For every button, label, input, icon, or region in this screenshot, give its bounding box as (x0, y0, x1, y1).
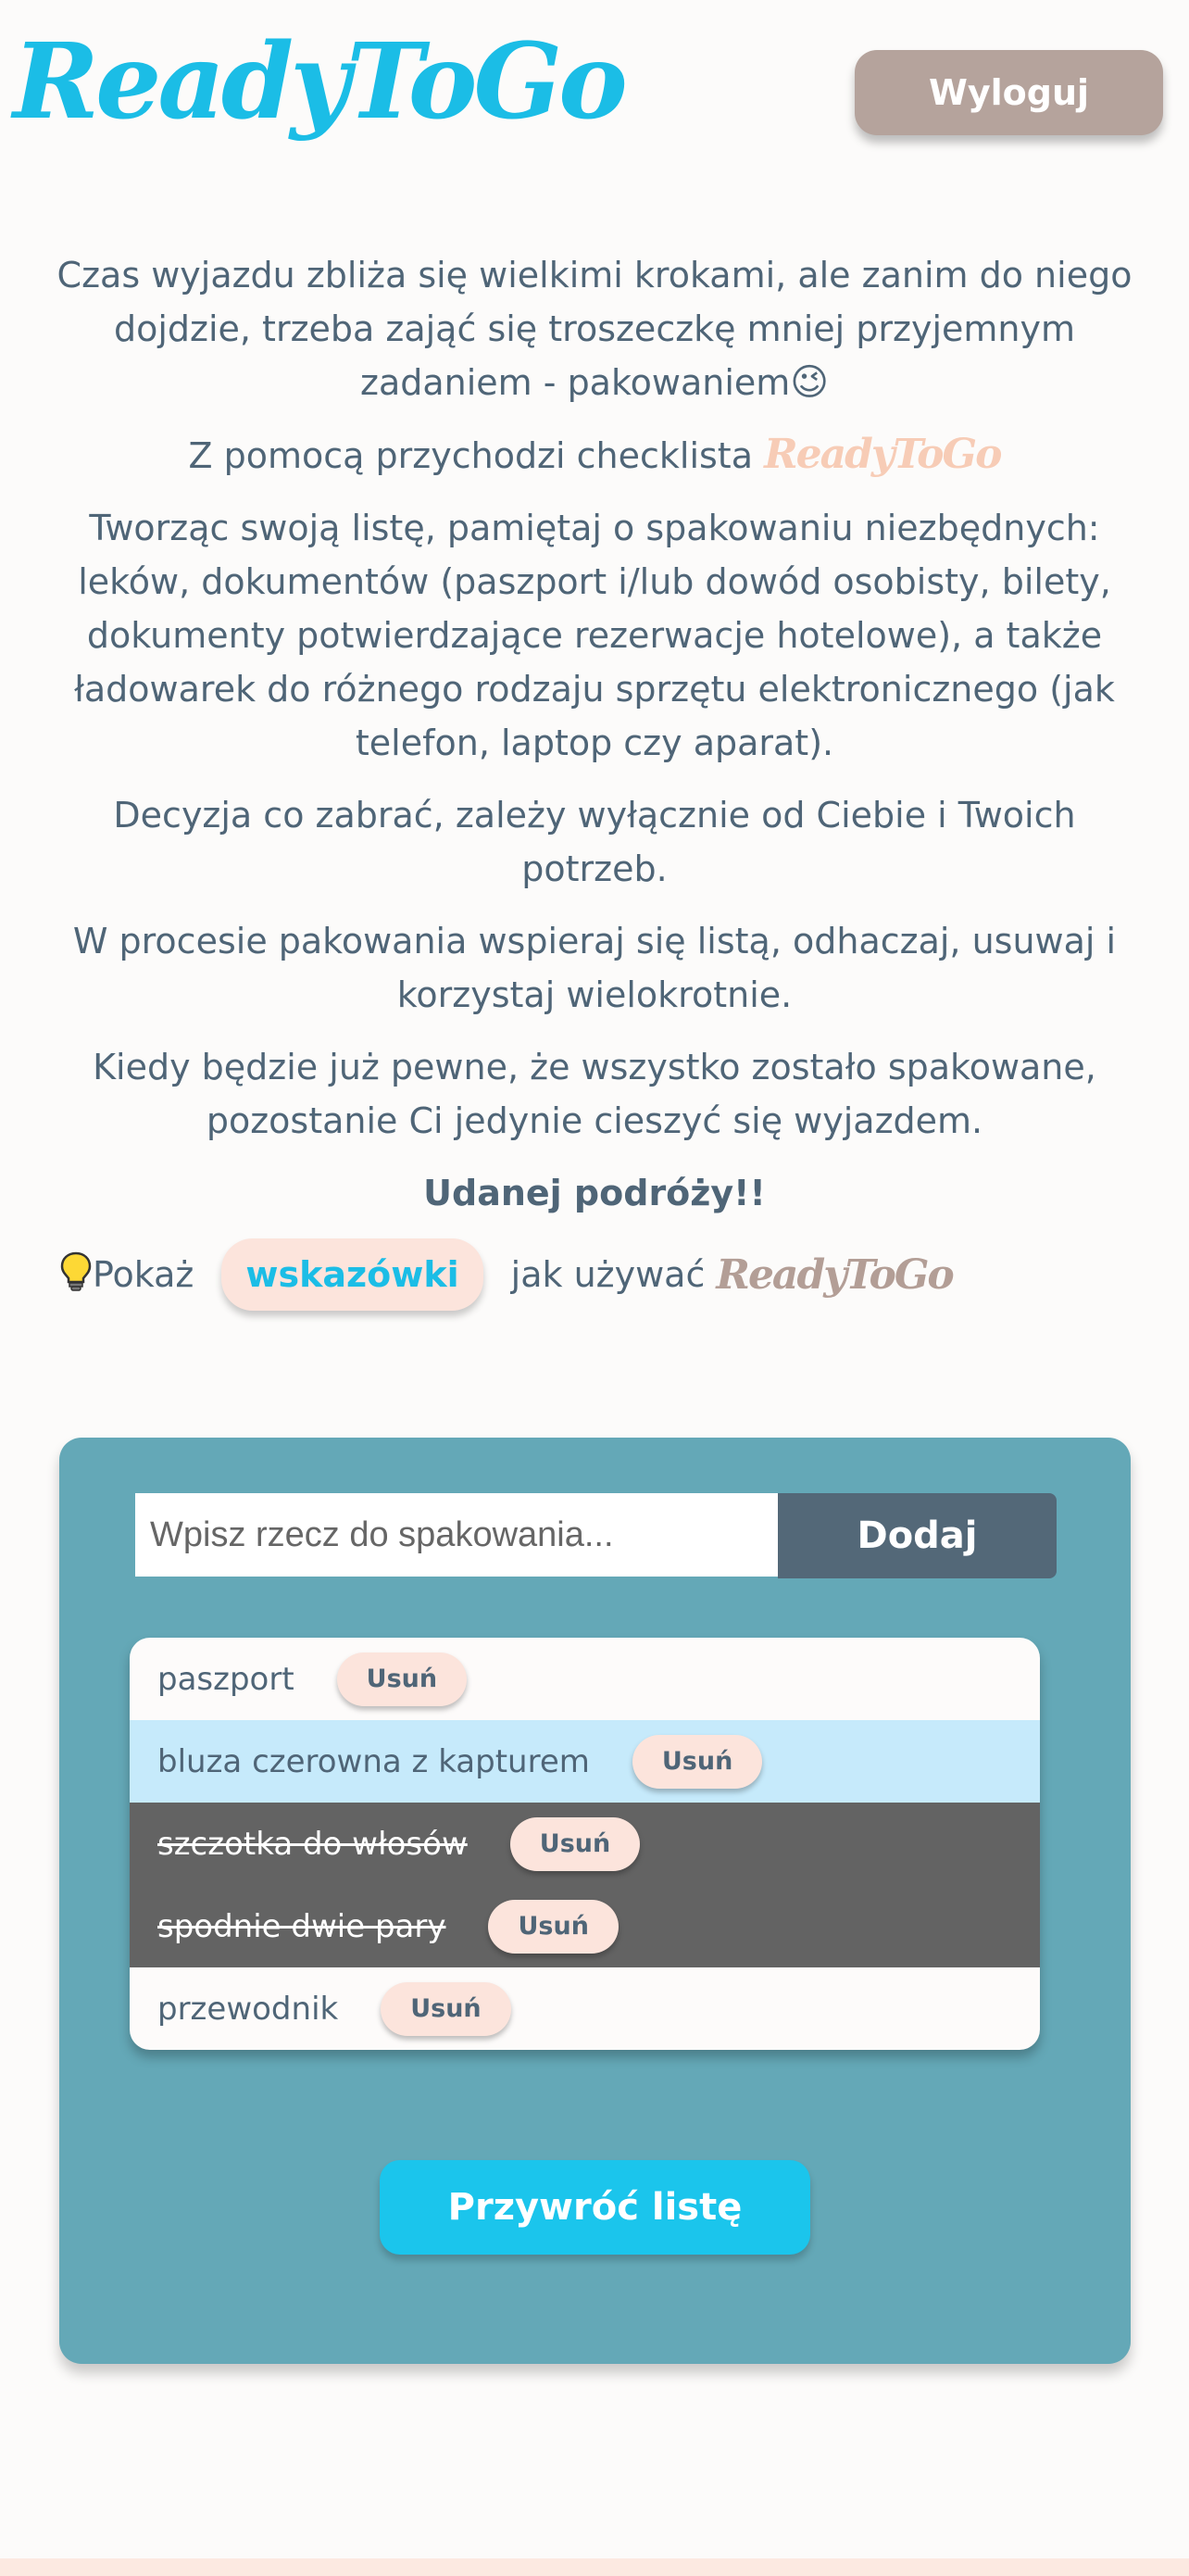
intro-text (56, 248, 1133, 1238)
inline-logo: ReadyToGo (764, 431, 1001, 478)
lightbulb-icon (59, 1250, 93, 1300)
item-label: szczotka do włosów (157, 1825, 468, 1863)
list-item[interactable] (130, 1885, 1040, 1967)
item-input[interactable] (135, 1493, 778, 1577)
tips-show-label: Pokaż (93, 1254, 194, 1295)
list-item[interactable] (130, 1967, 1040, 2050)
remove-item-button[interactable]: Usuń (488, 1900, 618, 1954)
intro-paragraph-3: Tworząc swoją listę, pamiętaj o spakowaniu niezbędnych: leków, dokumentów (paszport i/lub dowód osobisty, bilety, dokumenty potwierdzające rezerwacje hotelowe), a także ładowarek do różnego rodzaju sprzętu elektronicznego (jak telefon, laptop czy aparat). (74, 508, 1115, 763)
intro-paragraph-1-text: Czas wyjazdu zbliża się wielkimi krokami, ale zanim do niego dojdzie, trzeba zająć się troszeczkę mniej przyjemnym zadaniem - pakowaniem (56, 255, 1133, 403)
intro-paragraph-2 (56, 428, 1133, 483)
checklist-panel (59, 1438, 1131, 2364)
tips-logo: ReadyToGo (716, 1250, 953, 1299)
intro-paragraph-1 (56, 248, 1133, 409)
list-item[interactable] (130, 1803, 1040, 1885)
footer-strip (0, 2558, 1189, 2576)
intro-paragraph-5: W procesie pakowania wspieraj się listą, odhaczaj, usuwaj i korzystaj wielokrotnie. (72, 921, 1117, 1015)
add-item-button[interactable]: Dodaj (778, 1493, 1057, 1578)
app-logo: ReadyToGo (13, 21, 624, 143)
item-label: przewodnik (157, 1990, 339, 2028)
tips-suffix: jak używać (510, 1254, 706, 1295)
intro-paragraph-2-text: Z pomocą przychodzi checklista (188, 435, 765, 476)
list-item[interactable] (130, 1720, 1040, 1803)
tips-button[interactable]: wskazówki (221, 1238, 482, 1311)
remove-item-button[interactable]: Usuń (381, 1982, 510, 2036)
wink-emoji-icon: 😉 (790, 361, 829, 404)
intro-paragraph-6: Kiedy będzie już pewne, że wszystko zostało spakowane, pozostanie Ci jedynie cieszyć się wyjazdem. (93, 1047, 1096, 1141)
app-header (0, 0, 1189, 176)
tips-row (59, 1238, 953, 1312)
intro-closing: Udanej podróży!! (423, 1173, 766, 1213)
item-label: spodnie dwie pary (157, 1907, 446, 1945)
list-item[interactable] (130, 1638, 1040, 1720)
item-label: paszport (157, 1660, 294, 1698)
logout-button[interactable]: Wyloguj (855, 50, 1163, 135)
item-label: bluza czerowna z kapturem (157, 1742, 590, 1780)
intro-paragraph-4: Decyzja co zabrać, zależy wyłącznie od Ciebie i Twoich potrzeb. (113, 795, 1076, 889)
remove-item-button[interactable]: Usuń (632, 1735, 762, 1789)
restore-list-button[interactable]: Przywróć listę (380, 2160, 810, 2255)
remove-item-button[interactable]: Usuń (337, 1652, 467, 1706)
checklist-list (130, 1638, 1040, 2050)
remove-item-button[interactable]: Usuń (510, 1817, 640, 1871)
